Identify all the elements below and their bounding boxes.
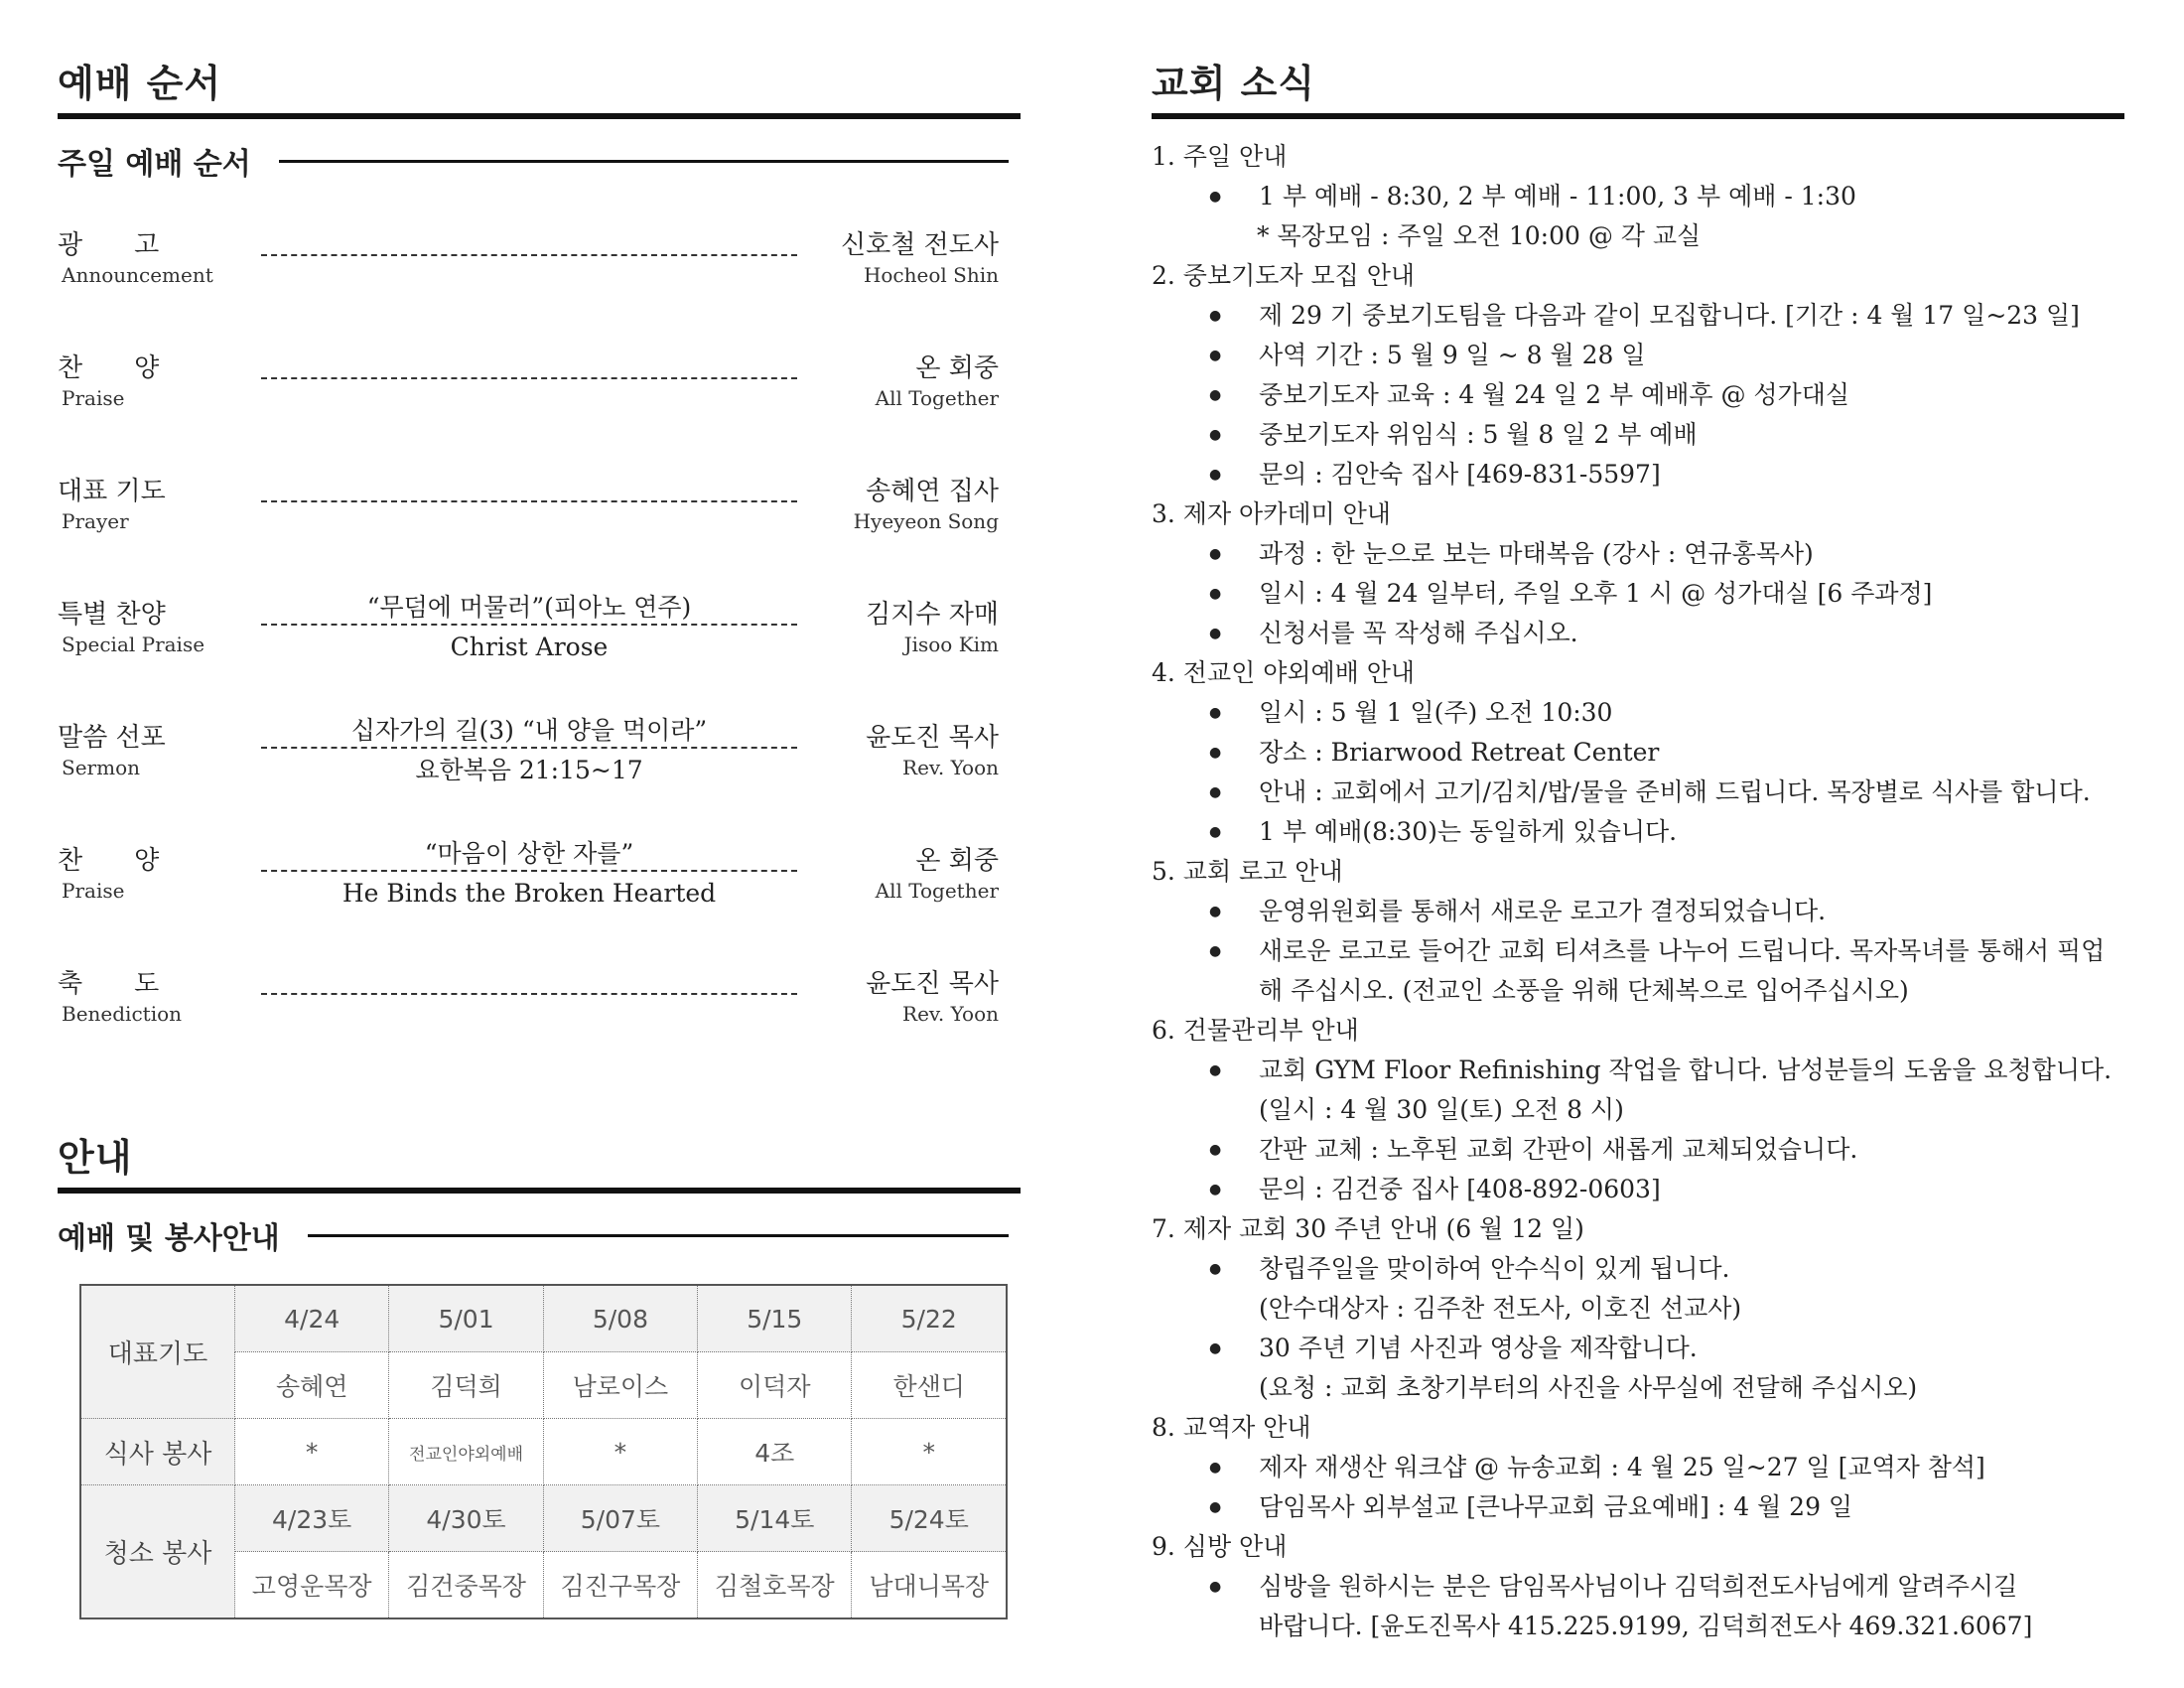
- church-news-section: [1152, 58, 2124, 1646]
- news-heading: 7. 제자 교회 30 주년 안내 (6 월 12 일): [1152, 1214, 1584, 1243]
- news-items: [1152, 1249, 2124, 1408]
- item-label-en: Praise: [62, 386, 125, 410]
- news-items: [1152, 1448, 2124, 1527]
- item-subtitle: 요한복음 21:15~17: [415, 756, 643, 784]
- name-cell: 송혜연: [235, 1352, 389, 1419]
- title-rule: [58, 1188, 1021, 1194]
- date-cell: 4/23토: [235, 1485, 389, 1552]
- news-bullet: ● 문의 : 김안숙 집사 [469-831-5597]: [1209, 455, 2124, 494]
- news-heading: 2. 중보기도자 모집 안내: [1152, 261, 1416, 290]
- date-cell: 5/22: [852, 1285, 1007, 1352]
- date-cell: 5/08: [543, 1285, 697, 1352]
- guide-title: 안내: [58, 1136, 133, 1180]
- news-bullet: ● 교회 GYM Floor Refinishing 작업을 합니다. 남성분들의 도움을 요청합니다.: [1209, 1051, 2124, 1090]
- item-content: [261, 592, 797, 663]
- name-cell: 김철호목장: [698, 1552, 852, 1619]
- item-label-ko: 광 고: [58, 230, 160, 260]
- table-row: [80, 1285, 1007, 1352]
- dashed-leader: [261, 500, 797, 502]
- guide-subtitle-row: [58, 1205, 1021, 1265]
- news-bullet: ● 일시 : 4 월 24 일부터, 주일 오후 1 시 @ 성가대실 [6 주과정]: [1209, 574, 2124, 614]
- name-cell: 남대니목장: [852, 1552, 1007, 1619]
- news-continuation: (요청 : 교회 초창기부터의 사진을 사무실에 전달해 주십시오): [1259, 1373, 1918, 1402]
- news-continuation: (일시 : 4 월 30 일(토) 오전 8 시): [1259, 1095, 1624, 1124]
- news-bullet: ● 중보기도자 교육 : 4 월 24 일 2 부 예배후 @ 성가대실: [1209, 375, 2124, 415]
- item-leader-en: Hocheol Shin: [863, 263, 999, 287]
- news-bullet: ● 신청서를 꼭 작성해 주십시오.: [1209, 614, 2124, 653]
- worship-subtitle-row: [58, 131, 1021, 191]
- item-title: “무덤에 머물러”(피아노 연주): [366, 593, 692, 622]
- name-cell: 이덕자: [698, 1352, 852, 1419]
- news-note: * 목장모임 : 주일 오전 10:00 @ 각 교실: [1257, 221, 1702, 250]
- item-subtitle: He Binds the Broken Hearted: [341, 879, 717, 908]
- worship-item: [58, 463, 1021, 586]
- title-rule: [1152, 113, 2124, 119]
- date-cell: 5/14토: [698, 1485, 852, 1552]
- item-leader: 윤도진 목사: [866, 969, 999, 999]
- item-leader-en: Rev. Yoon: [902, 1002, 999, 1026]
- news-bullet: ● 일시 : 5 월 1 일(주) 오전 10:30: [1209, 693, 2124, 733]
- dashed-leader: [261, 377, 797, 379]
- meal-cell: *: [543, 1419, 697, 1485]
- worship-item: [58, 586, 1021, 709]
- news-bullet: ● 담임목사 외부설교 [큰나무교회 금요예배] : 4 월 29 일: [1209, 1487, 2124, 1527]
- service-schedule-table: [79, 1284, 1008, 1619]
- news-bullet: ● 장소 : Briarwood Retreat Center: [1209, 733, 2124, 773]
- news-bullet: ● 창립주일을 맞이하여 안수식이 있게 됩니다.: [1209, 1249, 2124, 1289]
- worship-title: 예배 순서: [58, 62, 222, 105]
- worship-item: [58, 832, 1021, 955]
- name-cell: 김덕희: [389, 1352, 543, 1419]
- date-cell: 5/15: [698, 1285, 852, 1352]
- item-leader-en: Jisoo Kim: [903, 633, 999, 656]
- news-items: [1152, 534, 2124, 653]
- news-items: [1152, 1567, 2124, 1646]
- row-header-cleaning: 청소 봉사: [80, 1485, 235, 1619]
- news-list: [1152, 137, 2124, 1646]
- worship-item: [58, 709, 1021, 832]
- news-bullet: ● 안내 : 교회에서 고기/김치/밥/물을 준비해 드립니다. 목장별로 식사를 합니다.: [1209, 773, 2124, 812]
- dashed-leader: [261, 993, 797, 995]
- news-bullet: ● 중보기도자 위임식 : 5 월 8 일 2 부 예배: [1209, 415, 2124, 455]
- news-bullet: ● 1 부 예배 - 8:30, 2 부 예배 - 11:00, 3 부 예배 - 1:30: [1209, 177, 2124, 216]
- meal-cell: 전교인야외예배: [389, 1419, 543, 1485]
- date-cell: 5/01: [389, 1285, 543, 1352]
- news-heading: 4. 전교인 야외예배 안내: [1152, 658, 1416, 687]
- item-leader-en: Hyeyeon Song: [853, 509, 999, 533]
- news-title: 교회 소식: [1152, 62, 1316, 105]
- worship-item: [58, 340, 1021, 463]
- news-bullet: ● 과정 : 한 눈으로 보는 마태복음 (강사 : 연규홍목사): [1209, 534, 2124, 574]
- news-bullet: ● 문의 : 김건중 집사 [408-892-0603]: [1209, 1170, 2124, 1209]
- item-leader: 김지수 자매: [866, 600, 999, 630]
- news-bullet: ● 제자 재생산 워크샵 @ 뉴송교회 : 4 월 25 일~27 일 [교역자 참석]: [1209, 1448, 2124, 1487]
- dashed-leader: [261, 254, 797, 256]
- item-subtitle: Christ Arose: [450, 633, 609, 661]
- item-label-en: Prayer: [62, 509, 129, 533]
- item-label-ko: 특별 찬양: [58, 600, 166, 630]
- item-leader: 신호철 전도사: [841, 230, 999, 260]
- news-heading: 6. 건물관리부 안내: [1152, 1016, 1359, 1045]
- item-content: [261, 838, 797, 910]
- item-leader-en: All Together: [875, 879, 999, 903]
- item-label-en: Special Praise: [62, 633, 205, 656]
- meal-cell: *: [852, 1419, 1007, 1485]
- name-cell: 고영운목장: [235, 1552, 389, 1619]
- news-heading: 3. 제자 아카데미 안내: [1152, 499, 1391, 528]
- subtitle-rule: [308, 1234, 1009, 1237]
- item-leader-en: Rev. Yoon: [902, 756, 999, 779]
- item-title: 십자가의 길(3) “내 양을 먹이라”: [350, 716, 708, 745]
- news-bullet: ● 운영위원회를 통해서 새로운 로고가 결정되었습니다.: [1209, 892, 2124, 931]
- subtitle-rule: [279, 160, 1009, 163]
- item-label-ko: 말씀 선포: [58, 723, 166, 753]
- date-cell: 4/24: [235, 1285, 389, 1352]
- meal-cell: 4조: [698, 1419, 852, 1485]
- item-leader: 온 회중: [915, 353, 999, 383]
- news-bullet: ● 제 29 기 중보기도팀을 다음과 같이 모집합니다. [기간 : 4 월 17 일~23 일]: [1209, 296, 2124, 336]
- table-row: [80, 1419, 1007, 1485]
- item-label-ko: 찬 양: [58, 353, 160, 383]
- news-heading: 8. 교역자 안내: [1152, 1413, 1311, 1442]
- news-bullet: ● 사역 기간 : 5 월 9 일 ~ 8 월 28 일: [1209, 336, 2124, 375]
- date-cell: 5/07토: [543, 1485, 697, 1552]
- item-label-ko: 찬 양: [58, 846, 160, 876]
- row-header-prayer: 대표기도: [80, 1285, 235, 1419]
- row-header-meal: 식사 봉사: [80, 1419, 235, 1485]
- item-label-ko: 축 도: [58, 969, 160, 999]
- news-continuation: 해 주십시오. (전교인 소풍을 위해 단체복으로 입어주십시오): [1259, 976, 1909, 1005]
- guide-subtitle: 예배 및 봉사안내: [58, 1221, 280, 1256]
- table-row: [80, 1485, 1007, 1552]
- worship-list: [58, 216, 1021, 1078]
- item-leader: 윤도진 목사: [866, 723, 999, 753]
- news-bullet: ● 30 주년 기념 사진과 영상을 제작합니다.: [1209, 1329, 2124, 1368]
- news-heading: 9. 심방 안내: [1152, 1532, 1288, 1561]
- news-items: [1152, 177, 2124, 256]
- name-cell: 한샌디: [852, 1352, 1007, 1419]
- worship-order-section: [58, 58, 1021, 1078]
- news-heading: 1. 주일 안내: [1152, 142, 1288, 171]
- meal-cell: *: [235, 1419, 389, 1485]
- worship-item: [58, 216, 1021, 340]
- item-title: “마음이 상한 자를”: [424, 839, 634, 868]
- news-heading: 5. 교회 로고 안내: [1152, 857, 1343, 886]
- news-continuation: 바랍니다. [윤도진목사 415.225.9199, 김덕희전도사 469.321.6067]: [1259, 1612, 2033, 1640]
- news-bullet: ● 1 부 예배(8:30)는 동일하게 있습니다.: [1209, 812, 2124, 852]
- news-items: [1152, 693, 2124, 852]
- news-bullet: ● 심방을 원하시는 분은 담임목사님이나 김덕희전도사님에게 알려주시길: [1209, 1567, 2124, 1607]
- news-bullet: ● 간판 교체 : 노후된 교회 간판이 새롭게 교체되었습니다.: [1209, 1130, 2124, 1170]
- name-cell: 김진구목장: [543, 1552, 697, 1619]
- news-continuation: (안수대상자 : 김주찬 전도사, 이호진 선교사): [1259, 1294, 1742, 1323]
- item-content: [261, 715, 797, 786]
- item-label-en: Sermon: [62, 756, 140, 779]
- guide-section: [58, 1132, 1021, 1265]
- item-label-ko: 대표 기도: [58, 477, 166, 506]
- item-label-en: Announcement: [62, 263, 213, 287]
- news-bullet: ● 새로운 로고로 들어간 교회 티셔츠를 나누어 드립니다. 목자목녀를 통해서 픽업: [1209, 931, 2124, 971]
- item-leader: 온 회중: [915, 846, 999, 876]
- news-items: [1152, 892, 2124, 1011]
- item-leader: 송혜연 집사: [866, 477, 999, 506]
- worship-subtitle: 주일 예배 순서: [58, 147, 251, 182]
- news-items: [1152, 1051, 2124, 1209]
- title-rule: [58, 113, 1021, 119]
- news-items: [1152, 296, 2124, 494]
- name-cell: 김건중목장: [389, 1552, 543, 1619]
- item-label-en: Benediction: [62, 1002, 183, 1026]
- date-cell: 5/24토: [852, 1485, 1007, 1552]
- name-cell: 남로이스: [543, 1352, 697, 1419]
- date-cell: 4/30토: [389, 1485, 543, 1552]
- item-leader-en: All Together: [875, 386, 999, 410]
- item-label-en: Praise: [62, 879, 125, 903]
- worship-item: [58, 955, 1021, 1078]
